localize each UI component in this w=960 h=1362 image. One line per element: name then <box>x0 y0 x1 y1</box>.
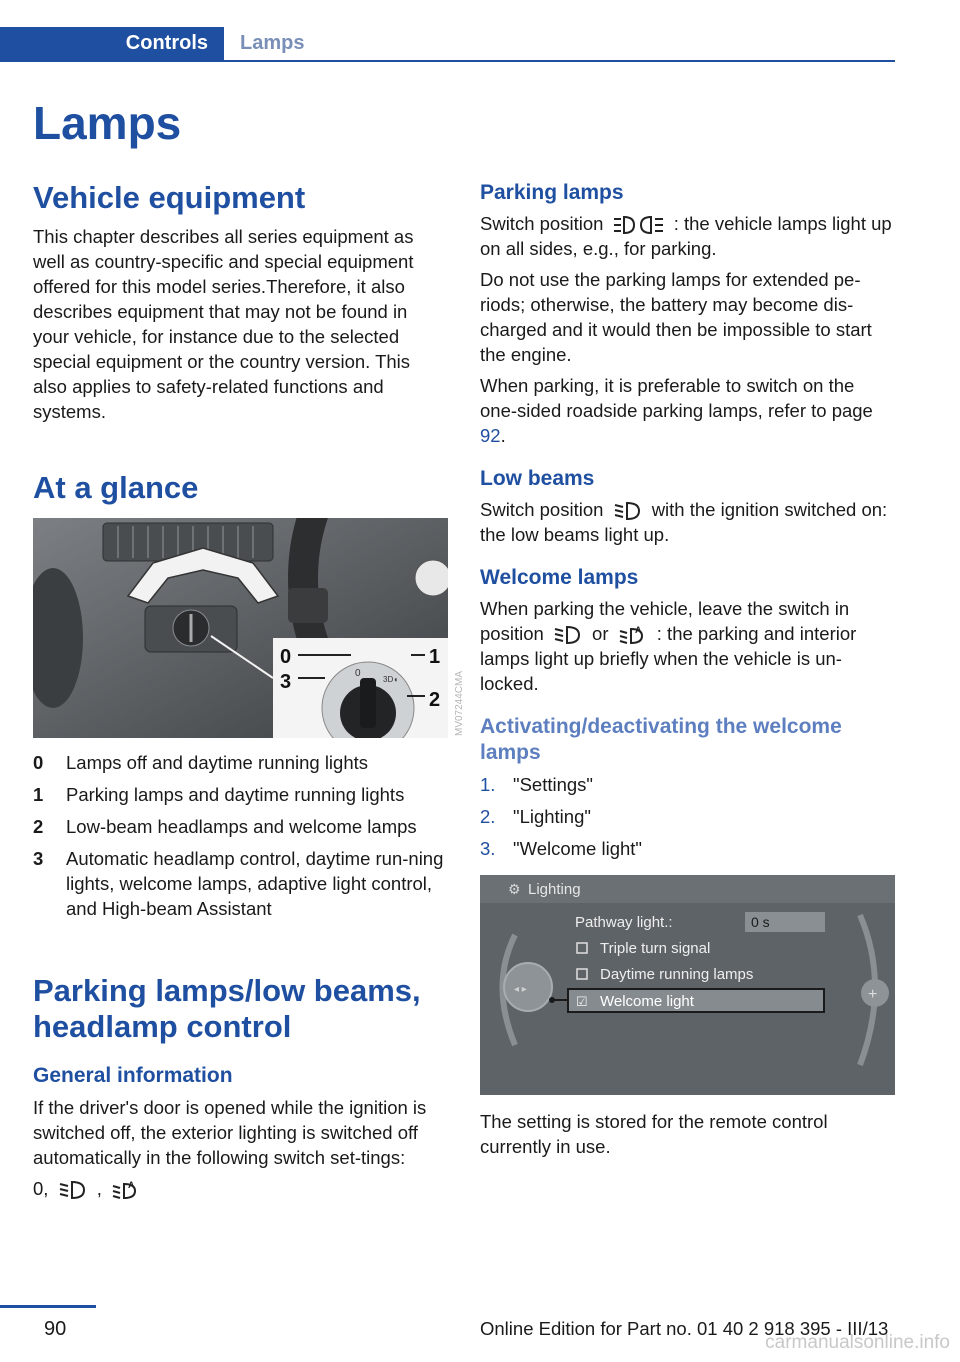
footer-rule <box>0 1305 96 1308</box>
vehicle-equipment-text: This chapter describes all series equipment as well as country-specific and special equipment offered for this model series.Therefore, it also describes equipment that may not be found in your vehicle, for instance due to the selected special equipment or the country version. This also applies to safety-related functions and systems. <box>33 226 414 422</box>
parking-low-beams-heading: Parking lamps/low beams, headlamp control <box>33 973 421 1044</box>
parking-battery-warning: Do not use the parking lamps for extended pe-riods; otherwise, the battery may become dis-charged and it would then be impossible to start the engine. <box>480 269 872 365</box>
low-beam-icon <box>613 501 643 521</box>
page-number: 90 <box>44 1318 67 1340</box>
switch-mark-zero: 0 <box>355 668 361 679</box>
low-beam-icon <box>58 1180 88 1200</box>
setting-stored-text: The setting is stored for the remote control currently in use. <box>480 1111 828 1157</box>
step-number: 2. <box>480 806 496 827</box>
legend-text: Lamps off and daytime running lights <box>66 752 369 773</box>
step-text: "Lighting" <box>513 806 591 827</box>
step-number: 1. <box>480 774 496 795</box>
label-2: 2 <box>429 689 441 711</box>
roadside-text-end: . <box>500 425 506 446</box>
low-beam-icon <box>553 625 583 645</box>
parking-lamps-icon <box>613 215 665 235</box>
gear-icon: ⚙ <box>508 881 521 897</box>
edition-text: Online Edition for Part no. 01 40 2 918 395 - III/13 <box>480 1318 889 1339</box>
at-a-glance-heading: At a glance <box>33 470 199 505</box>
legend-number: 2 <box>33 816 44 837</box>
screen-title: Lighting <box>528 881 581 898</box>
roadside-text-start: When parking, it is preferable to switch on the one-sided roadside parking lamps, refer to page <box>480 375 873 421</box>
tab-lamps[interactable]: Lamps <box>240 32 305 54</box>
parking-lamps-text <box>480 211 895 261</box>
step-text: "Settings" <box>513 774 593 795</box>
watermark: carmanualsonline.info <box>765 1332 950 1353</box>
parking-text-start: Switch position <box>480 213 604 234</box>
pathway-value[interactable]: 0 s <box>751 914 770 930</box>
pathway-label: Pathway light.: <box>575 914 673 931</box>
step-item <box>480 804 895 829</box>
page-header <box>0 27 895 62</box>
svg-text:A: A <box>128 1180 135 1191</box>
option-daytime-running-lamps[interactable]: Daytime running lamps <box>600 966 754 983</box>
auto-headlamp-icon <box>111 1180 141 1200</box>
settings-prefix: 0, <box>33 1178 49 1199</box>
legend-text: Parking lamps and daytime running lights <box>66 784 405 805</box>
switch-settings-line <box>33 1176 448 1201</box>
general-information-heading: General information <box>33 1064 233 1087</box>
legend-item <box>33 782 448 807</box>
step-number: 3. <box>480 838 496 859</box>
activating-welcome-heading: Activating/deactivating the welcome lamps <box>480 715 842 764</box>
parking-text-end: : the vehicle lamps light up on all sides, e.g., for parking. <box>480 213 892 259</box>
low-beams-text <box>480 497 895 547</box>
legend-number: 0 <box>33 752 44 773</box>
legend-list <box>33 750 448 921</box>
figure-code <box>451 658 467 738</box>
idrive-lighting-screen <box>480 875 895 1095</box>
page-title: Lamps <box>33 97 182 149</box>
step-text: "Welcome light" <box>513 838 642 859</box>
switch-mark-parking: 3D◖ <box>383 675 399 684</box>
low-text-start: Switch position <box>480 499 604 520</box>
steps-list <box>480 772 895 861</box>
page-92-link[interactable]: 92 <box>480 425 501 446</box>
header-rule <box>0 60 895 62</box>
step-item <box>480 836 895 861</box>
label-1: 1 <box>429 646 441 668</box>
legend-item <box>33 846 448 921</box>
right-column <box>480 180 895 1165</box>
option-welcome-light[interactable]: Welcome light <box>600 993 694 1010</box>
lighting-menu-illustration <box>480 875 895 1095</box>
step-item <box>480 772 895 797</box>
legend-text: Automatic headlamp control, daytime run-ning lights, welcome lamps, adaptive light control, and High-beam Assistant <box>66 848 444 919</box>
option-triple-turn-signal[interactable]: Triple turn signal <box>600 940 711 957</box>
general-information-text: If the driver's door is opened while the ignition is switched off, the exterior lighting is switched off automatically in the following switch set-tings: <box>33 1097 427 1168</box>
welcome-lamps-text <box>480 596 895 696</box>
low-text-end: with the ignition switched on: the low beams light up. <box>480 499 888 545</box>
light-switch-illustration <box>33 518 448 738</box>
settings-separator: , <box>96 1178 102 1199</box>
legend-item <box>33 814 448 839</box>
light-switch-figure <box>33 518 448 738</box>
legend-text: Low-beam headlamps and welcome lamps <box>66 816 417 837</box>
vehicle-equipment-heading: Vehicle equipment <box>33 180 306 215</box>
add-icon: + <box>868 986 878 1003</box>
parking-roadside-text <box>480 373 895 448</box>
legend-item <box>33 750 448 775</box>
welcome-text-end: : the parking and interior lamps light up briefly when the vehicle is un-locked. <box>480 623 857 694</box>
auto-headlamp-icon <box>618 625 648 645</box>
welcome-lamps-heading: Welcome lamps <box>480 566 639 589</box>
left-column <box>33 180 465 1207</box>
low-beams-heading: Low beams <box>480 467 595 490</box>
svg-text:◂ ▸: ◂ ▸ <box>514 984 527 995</box>
welcome-text-start: When parking the vehicle, leave the switch in position <box>480 598 850 644</box>
label-3: 3 <box>280 671 292 693</box>
tab-controls[interactable]: Controls <box>0 27 224 62</box>
checked-icon: ☑ <box>576 994 588 1009</box>
label-0: 0 <box>280 646 292 668</box>
svg-text:A: A <box>634 625 642 636</box>
parking-lamps-heading: Parking lamps <box>480 181 624 204</box>
svg-text:MV07244CMA: MV07244CMA <box>454 670 465 736</box>
legend-number: 3 <box>33 848 44 869</box>
legend-number: 1 <box>33 784 44 805</box>
welcome-or: or <box>592 623 609 644</box>
